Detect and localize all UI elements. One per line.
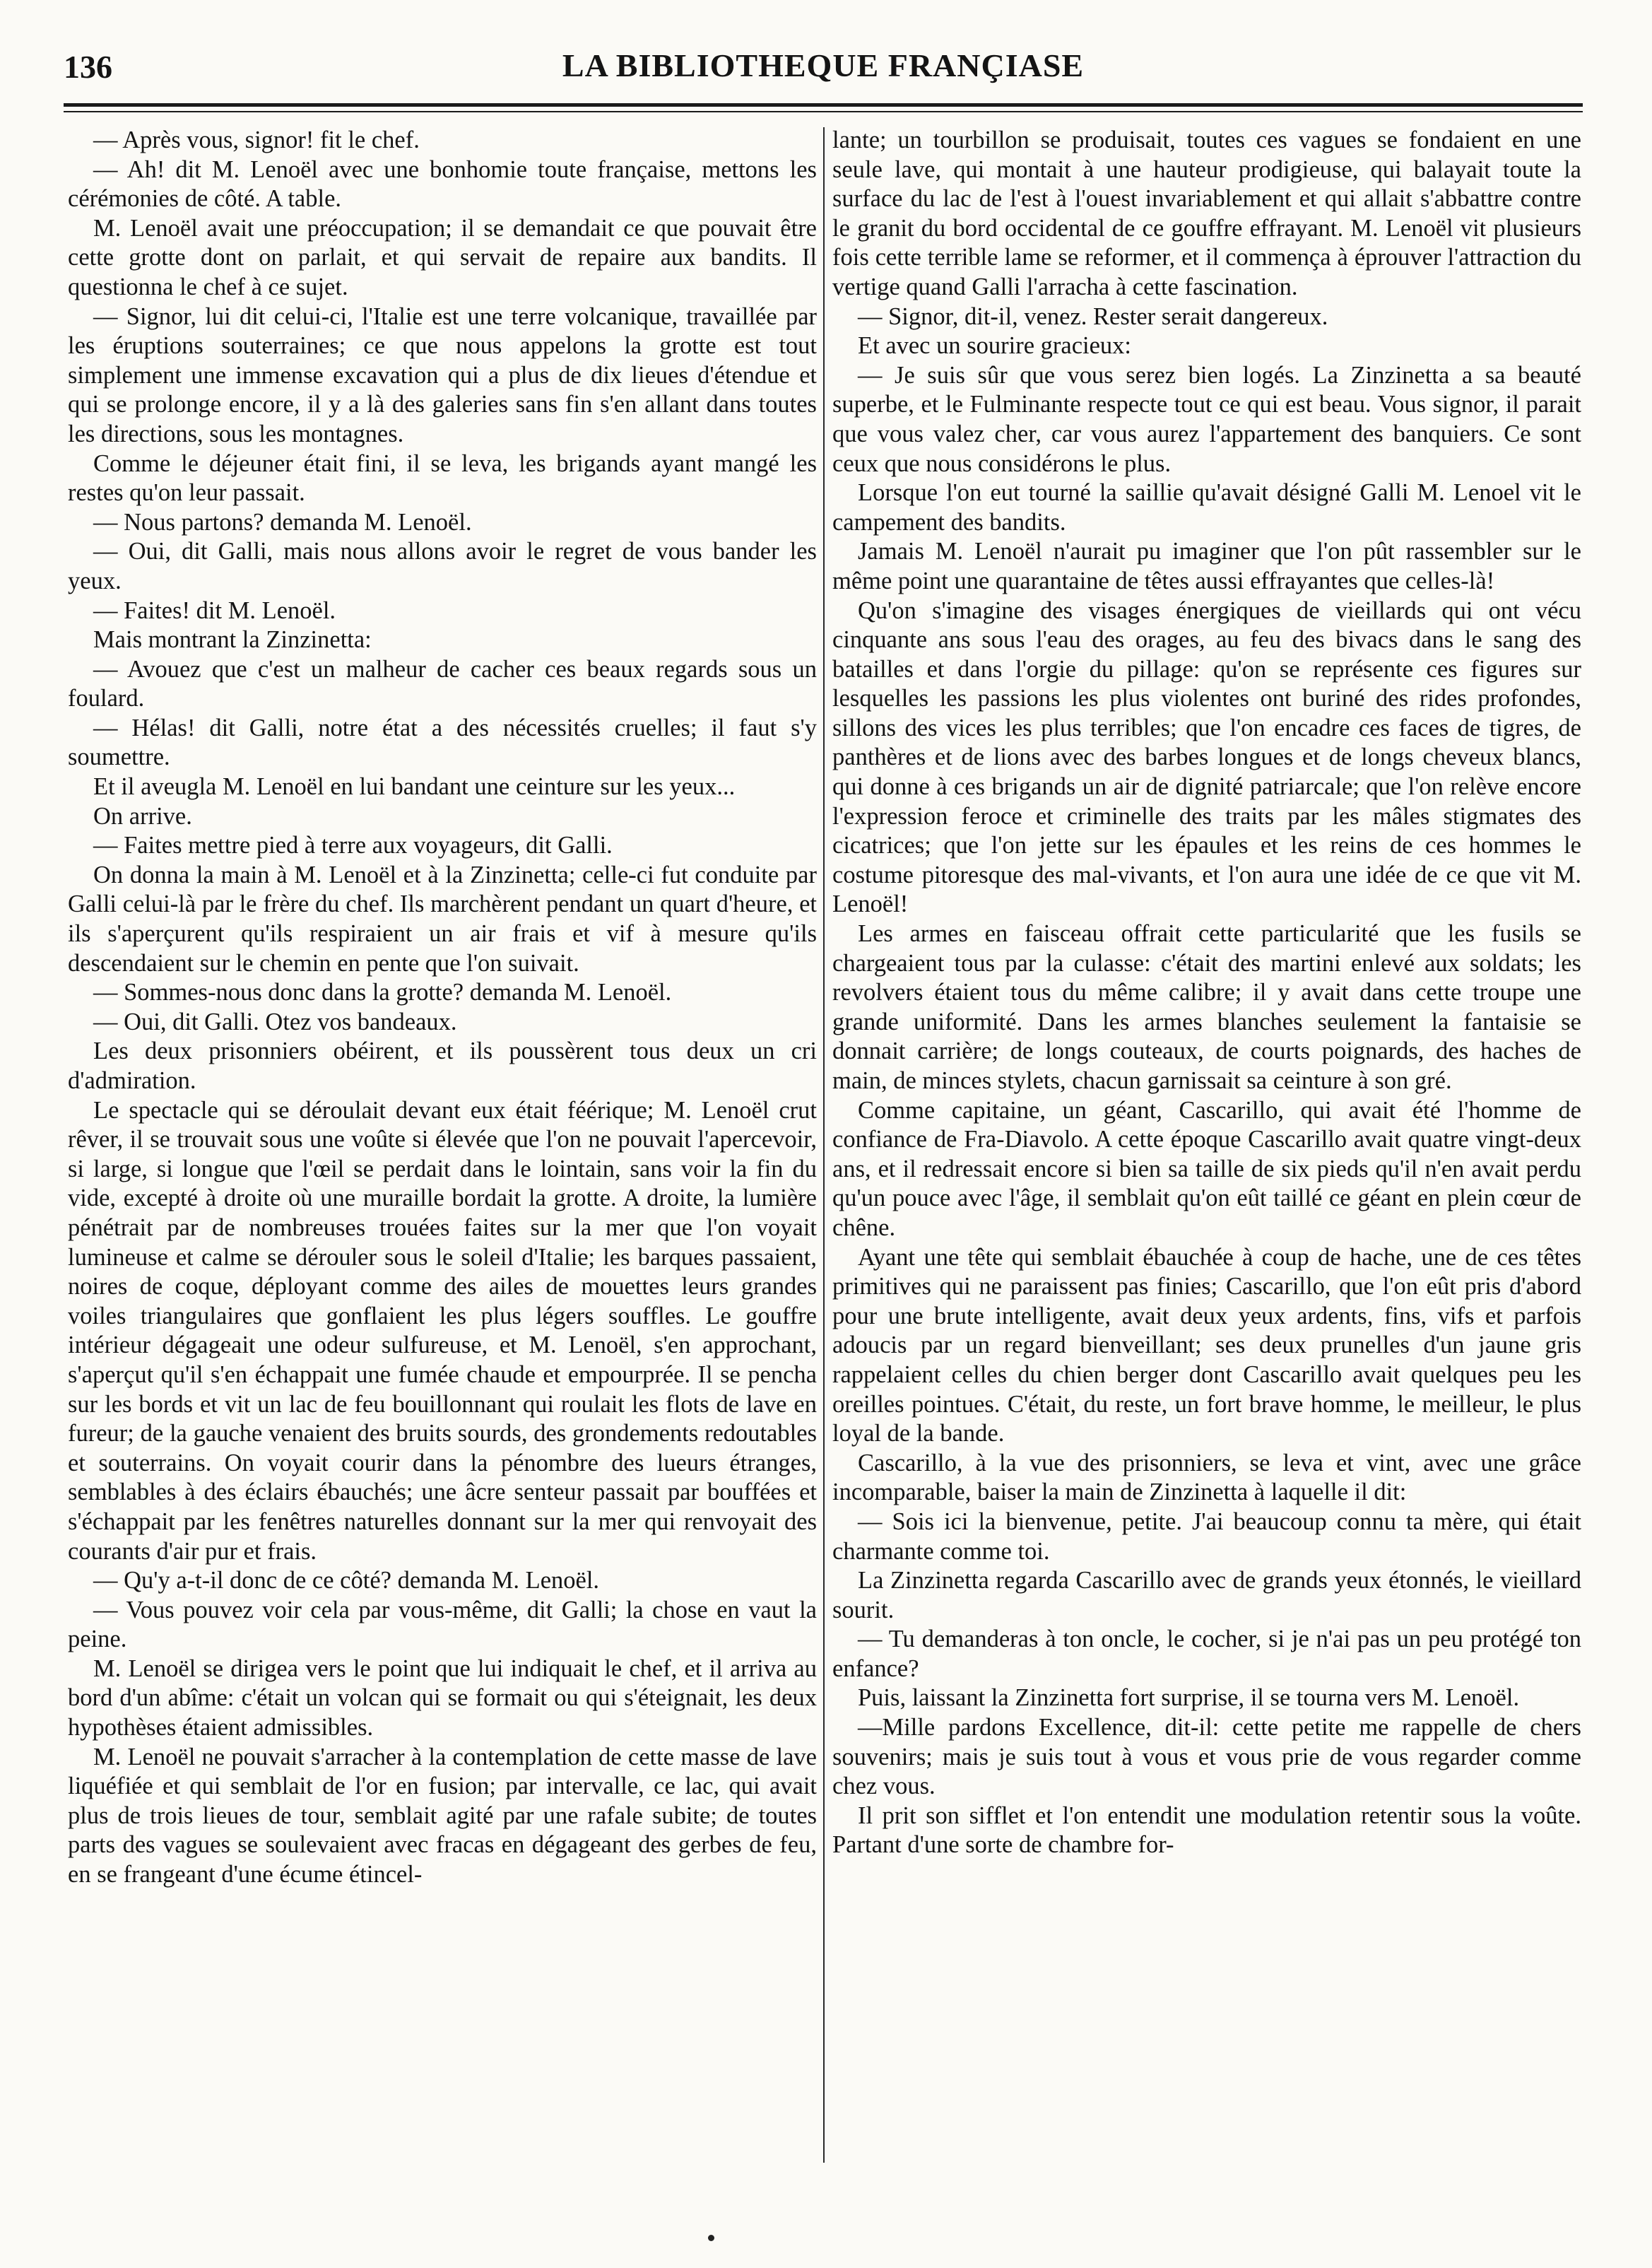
paragraph: Qu'on s'imagine des visages énergiques de vieillards qui ont vécu cinquante ans sous l'eau des orages, au feu des bivacs dans le sang des batailles et dans l'orgie du pillage: qu'on se représente ces figures sur lesquelles les passions les plus violentes ont buriné des rides profondes, sillons des vices les plus terribles; que l'on encadre ces faces de tigres, de panthères et de lions avec des barbes longues et de longs cheveux blancs, qui donne à ces brigands un air de dignité patriarcale; que l'on relève encore l'expression feroce et criminelle des traits par les mâles stigmates des cicatrices; que l'on jette sur les épaules et les reins de ces hommes le costume pitoresque des mal-vivants, et l'on aura une idée de ce que vit M. Lenoël!	[832, 597, 1581, 918]
paragraph: — Ah! dit M. Lenoël avec une bonhomie toute française, mettons les cérémonies de côté. A table.	[68, 155, 817, 213]
paragraph: Comme capitaine, un géant, Cascarillo, qui avait été l'homme de confiance de Fra-Diavolo. A cette époque Cascarillo avait quatre vingt-deux ans, et il redressait encore si bien sa taille de six pieds qu'il n'en avait perdu qu'un pouce avec l'âge, il semblait qu'on eût taillé ce géant en plein cœur de chêne.	[832, 1096, 1581, 1241]
paragraph: Puis, laissant la Zinzinetta fort surprise, il se tourna vers M. Lenoël.	[858, 1684, 1520, 1712]
paragraph: — Oui, dit Galli. Otez vos bandeaux.	[93, 1008, 457, 1035]
paragraph: — Oui, dit Galli, mais nous allons avoir le regret de vous bander les yeux.	[68, 538, 817, 594]
paragraph: M. Lenoël se dirigea vers le point que lui indiquait le chef, et il arriva au bord d'un abîme: c'était un volcan qui se formait ou qui s'éteignait, les deux hypothèses étaient admissibles.	[68, 1655, 817, 1741]
paragraph: Les armes en faisceau offrait cette particularité que les fusils se chargeaient tous par la culasse: c'était des martini enlevé aux soldats; les revolvers étaient tous du même calibre; il y avait dans cette troupe une grande uniformité. Dans les armes blanches seulement la fantaisie se donnait carrière; de longs couteaux, de courts poignards, des haches de main, de minces stylets, chacun garnissait sa ceinture à son gré.	[832, 920, 1581, 1094]
paragraph: Jamais M. Lenoël n'aurait pu imaginer que l'on pût rassembler sur le même point une quarantaine de têtes aussi effrayantes que celles-là!	[832, 538, 1581, 594]
paragraph: — Signor, dit-il, venez. Rester serait dangereux.	[858, 302, 1328, 330]
paragraph: lante; un tourbillon se produisait, toutes ces vagues se fondaient en une seule lave, qui montait à une hauteur prodigieuse, qui balayait toute la surface du lac de l'est à l'ouest invariablement et qui allait s'abbattre contre le granit du bord occidental de ce gouffre effrayant. M. Lenoël vit plusieurs fois cette terrible lame se reformer, et il commença à éprouver l'attraction du vertige quand Galli l'arracha à cette fascination.	[832, 127, 1581, 300]
paragraph: — Avouez que c'est un malheur de cacher ces beaux regards sous un foulard.	[68, 655, 817, 712]
paragraph: — Après vous, signor! fit le chef.	[93, 127, 420, 153]
paragraph: Comme le déjeuner était fini, il se leva, les brigands ayant mangé les restes qu'on leur passait.	[68, 450, 817, 507]
paragraph: Le spectacle qui se déroulait devant eux était féérique; M. Lenoël crut rêver, il se trouvait sous une voûte si élevée que l'on ne pouvait l'apercevoir, si large, si longue que l'œil se perdait dans le lointain, sans voir la fin du vide, excepté à droite où une muraille bordait la grotte. A droite, la lumière pénétrait par de nombreuses trouées faites sur la mer que l'on voyait lumineuse et calme se dérouler sous le soleil d'Italie; les barques passaient, noires de coque, déployant comme des ailes de mouettes leurs grandes voiles triangulaires que gonflaient les plus légers souffles. Le gouffre intérieur dégageait une odeur sulfureuse, et M. Lenoël, s'en approchant, s'aperçut qu'il s'en échappait une fumée chaude et empourprée. Il se pencha sur les bords et vit un lac de feu bouillonnant qui roulait les flots de lave en fureur; de la gauche venaient des bruits sourds, des grondements redoutables et souterrains. On voyait courir dans la pénombre des lueurs étranges, semblables à des éclairs ébauchés; une âcre senteur passait par bouffées et s'échappait par les fenêtres naturelles donnant sur la mer qui renvoyait des courants d'air pur et frais.	[68, 1096, 817, 1565]
paragraph: Et avec un sourire gracieux:	[858, 332, 1131, 360]
column-divider	[823, 127, 825, 2163]
left-column	[68, 126, 817, 1890]
paragraph: — Tu demanderas à ton oncle, le cocher, si je n'ai pas un peu protégé ton enfance?	[832, 1626, 1581, 1682]
paragraph: Il prit son sifflet et l'on entendit une modulation retentir sous la voûte. Partant d'une sorte de chambre for-	[832, 1802, 1581, 1859]
paragraph: — Qu'y a-t-il donc de ce côté? demanda M. Lenoël.	[93, 1567, 600, 1594]
paragraph: M. Lenoël avait une préoccupation; il se demandait ce que pouvait être cette grotte dont on parlait, et qui servait de repaire aux bandits. Il questionna le chef à ce sujet.	[68, 214, 817, 300]
header-rule-thick	[64, 103, 1583, 107]
paragraph: —Mille pardons Excellence, dit-il: cette petite me rappelle de chers souvenirs; mais je suis tout à vous et vous prie de vous regarder comme chez vous.	[832, 1714, 1581, 1800]
paragraph: — Faites mettre pied à terre aux voyageurs, dit Galli.	[93, 832, 613, 859]
paragraph: — Faites! dit M. Lenoël.	[93, 597, 336, 624]
paragraph: Et il aveugla M. Lenoël en lui bandant une ceinture sur les yeux...	[93, 773, 736, 801]
paragraph: Les deux prisonniers obéirent, et ils poussèrent tous deux un cri d'admiration.	[68, 1038, 817, 1094]
header-rule-thin	[64, 111, 1583, 112]
paragraph: — Signor, lui dit celui-ci, l'Italie est une terre volcanique, travaillée par les éruptions souterraines; ce que nous appelons la grotte est tout simplement une immense excavation qui a plus de dix lieues d'étendue et qui se prolonge encore, il y a là des galeries sans fin s'en allant dans toutes les directions, sous les montagnes.	[68, 302, 817, 447]
footer-dot-mark	[708, 2235, 714, 2241]
paragraph: — Sois ici la bienvenue, petite. J'ai beaucoup connu ta mère, qui était charmante comme toi.	[832, 1508, 1581, 1565]
paragraph: — Vous pouvez voir cela par vous-même, dit Galli; la chose en vaut la peine.	[68, 1596, 817, 1653]
right-column	[832, 126, 1581, 1860]
paragraph: Cascarillo, à la vue des prisonniers, se leva et vint, avec une grâce incomparable, baiser la main de Zinzinetta à laquelle il dit:	[832, 1449, 1581, 1506]
paragraph: — Je suis sûr que vous serez bien logés. La Zinzinetta a sa beauté superbe, et le Fulminante respecte tout ce qui est beau. Vous signor, il parait que vous valez cher, car vous aurez l'appartement des banquiers. Ce sont ceux que nous considérons le plus.	[832, 361, 1581, 477]
paragraph: On arrive.	[93, 802, 192, 830]
paragraph: — Sommes-nous donc dans la grotte? demanda M. Lenoël.	[93, 979, 672, 1006]
paragraph: Lorsque l'on eut tourné la saillie qu'avait désigné Galli M. Lenoel vit le campement des bandits.	[832, 479, 1581, 536]
paragraph: — Nous partons? demanda M. Lenoël.	[93, 508, 472, 536]
paragraph: La Zinzinetta regarda Cascarillo avec de grands yeux étonnés, le vieillard sourit.	[832, 1567, 1581, 1623]
page-header	[64, 41, 1583, 98]
page-number: 136	[64, 49, 112, 85]
paragraph: Ayant une tête qui semblait ébauchée à coup de hache, une de ces têtes primitives qui ne paraissent pas finies; Cascarillo, que l'on eût pris d'abord pour une brute intelligente, avait deux yeux ardents, fins, vifs et parfois adoucis par un regard bienveillant; ses deux prunelles d'un jaune gris rappelaient celles du chien berger dont Cascarillo avait quelques peu les oreilles pointues. C'était, du reste, un fort brave homme, le meilleur, le plus loyal de la bande.	[832, 1243, 1581, 1447]
paragraph: M. Lenoël ne pouvait s'arracher à la contemplation de cette masse de lave liquéfiée et qui semblait de l'or en fusion; par intervalle, ce lac, qui avait plus de trois lieues de tour, semblait agité par une rafale subite; de toutes parts des vagues se soulevaient avec fracas en dégageant des gerbes de feu, en se frangeant d'une écume étincel-	[68, 1743, 817, 1888]
paragraph: Mais montrant la Zinzinetta:	[93, 626, 372, 654]
paragraph: — Hélas! dit Galli, notre état a des nécessités cruelles; il faut s'y soumettre.	[68, 714, 817, 771]
paragraph: On donna la main à M. Lenoël et à la Zinzinetta; celle-ci fut conduite par Galli celui-là par le frère du chef. Ils marchèrent pendant un quart d'heure, et ils s'aperçurent qu'ils respiraient un air frais et vif à mesure qu'ils descendaient sur le chemin en pente que l'on suivait.	[68, 861, 817, 977]
running-title: LA BIBLIOTHEQUE FRANÇIASE	[562, 47, 1085, 83]
